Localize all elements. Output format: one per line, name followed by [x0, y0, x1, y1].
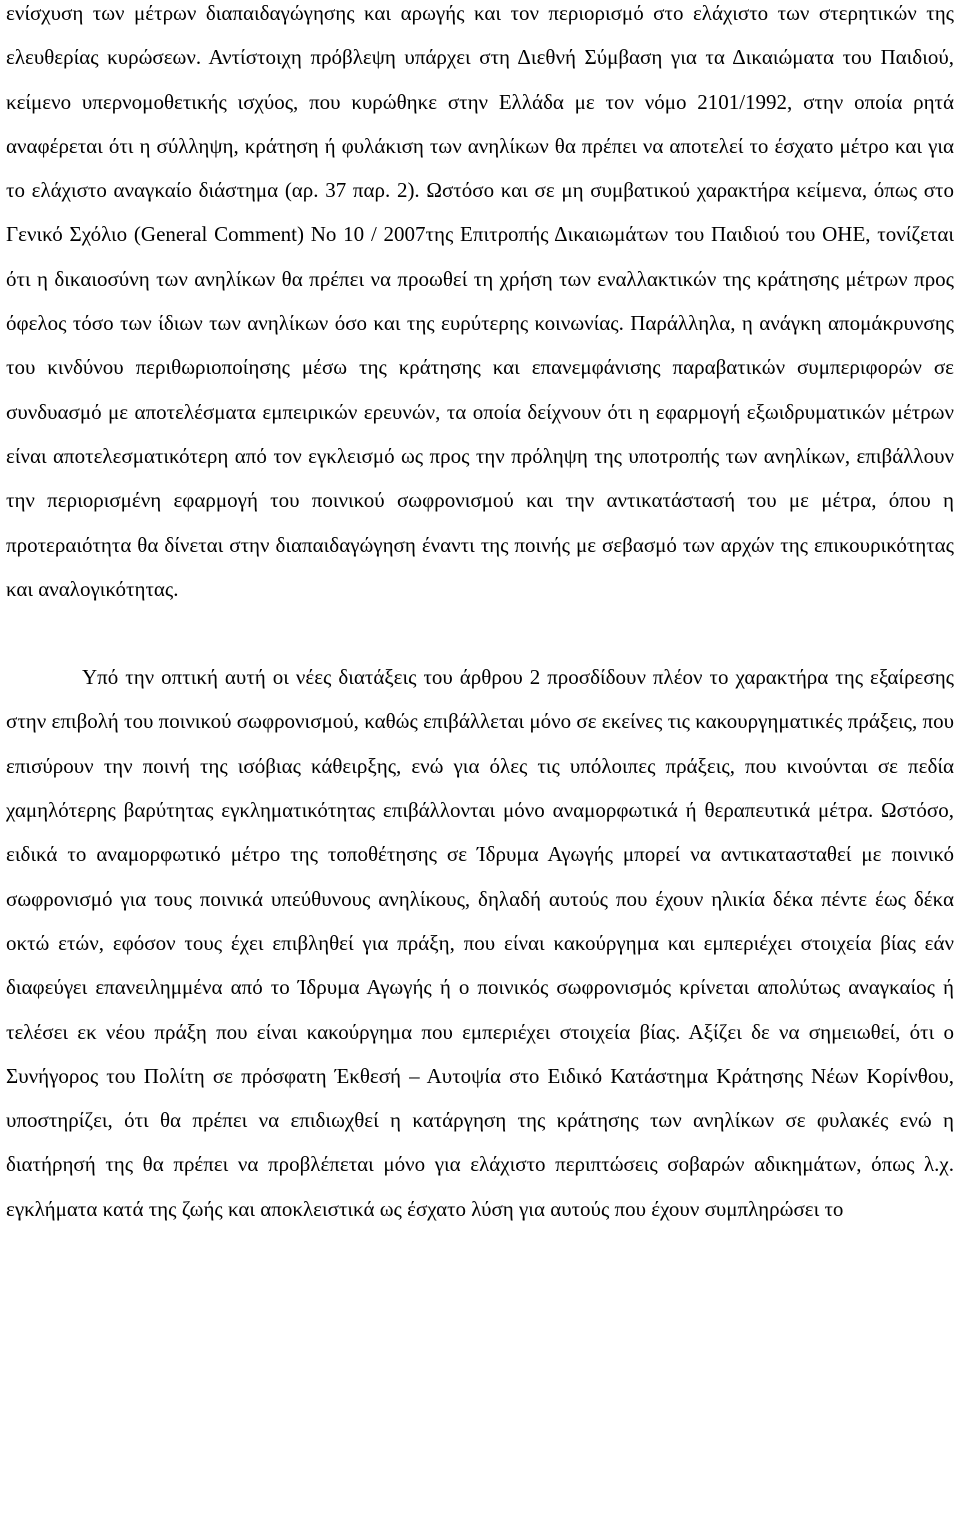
body-paragraph-2: Υπό την οπτική αυτή οι νέες διατάξεις του άρθρου 2 προσδίδουν πλέον το χαρακτήρα της εξαίρεσης στην επιβολή του ποινικού σωφρονισμού, καθώς επιβάλλεται μόνο σε εκείνες τις κακουργηματικές πράξεις, που επισύρουν την ποινή της ισόβιας κάθειρξης, ενώ για όλες τις υπόλοιπες πράξεις, που κινούνται σε πεδία χαμηλότερης βαρύτητας εγκληματικότητας επιβάλλονται μόνο αναμορφωτικά ή θεραπευτικά μέτρα. Ωστόσο, ειδικά το αναμορφωτικό μέτρο της τοποθέτησης σε Ίδρυμα Αγωγής μπορεί να αντικατασταθεί με ποινικό σωφρονισμό για τους ποινικά υπεύθυνους ανηλίκους, δηλαδή αυτούς που έχουν ηλικία δέκα πέντε έως δέκα οκτώ ετών, εφόσον τους έχει επιβληθεί για πράξη, που είναι κακούργημα και εμπεριέχει στοιχεία βίας εάν διαφεύγει επανειλημμένα από το Ίδρυμα Αγωγής ή ο ποινικός σωφρονισμός κρίνεται απολύτως αναγκαίος ή τελέσει εκ νέου πράξη που είναι κακούργημα που εμπεριέχει στοιχεία βίας. Αξίζει δε να σημειωθεί, ότι ο Συνήγορος του Πολίτη σε πρόσφατη Έκθεσή – Αυτοψία στο Ειδικό Κατάστημα Κράτησης Νέων Κορίνθου, υποστηρίζει, ότι θα πρέπει να επιδιωχθεί η κατάργηση της κράτησης των ανηλίκων σε φυλακές ενώ η διατήρησή της θα πρέπει να προβλέπεται μόνο για ελάχιστο περιπτώσεις σοβαρών αδικημάτων, όπως λ.χ. εγκλήματα κατά της ζωής και αποκλειστικά ως έσχατο λύση για αυτούς που έχουν συμπληρώσει το — [6, 665, 954, 1221]
body-paragraph-1: ενίσχυση των μέτρων διαπαιδαγώγησης και αρωγής και τον περιορισμό στο ελάχιστο των στερητικών της ελευθερίας κυρώσεων. Αντίστοιχη πρόβλεψη υπάρχει στη Διεθνή Σύμβαση για τα Δικαιώματα του Παιδιού, κείμενο υπερνομοθετικής ισχύος, που κυρώθηκε στην Ελλάδα με τον νόμο 2101/1992, στην οποία ρητά αναφέρεται ότι η σύλληψη, κράτηση ή φυλάκιση των ανηλίκων θα πρέπει να αποτελεί το έσχατο μέτρο και για το ελάχιστο αναγκαίο διάστημα (αρ. 37 παρ. 2). Ωστόσο και σε μη συμβατικού χαρακτήρα κείμενα, όπως στο Γενικό Σχόλιο (General Comment) Νο 10 / 2007της Επιτροπής Δικαιωμάτων του Παιδιού του ΟΗΕ, τονίζεται ότι η δικαιοσύνη των ανηλίκων θα πρέπει να προωθεί τη χρήση των εναλλακτικών της κράτησης μέτρων προς όφελος τόσο των ίδιων των ανηλίκων όσο και της ευρύτερης κοινωνίας. Παράλληλα, η ανάγκη απομάκρυνσης του κινδύνου περιθωριοποίησης μέσω της κράτησης και επανεμφάνισης παραβατικών συμπεριφορών σε συνδυασμό με αποτελέσματα εμπειρικών ερευνών, τα οποία δείχνουν ότι η εφαρμογή εξωιδρυματικών μέτρων είναι αποτελεσματικότερη από τον εγκλεισμό ως προς την πρόληψη της υποτροπής των ανηλίκων, επιβάλλουν την περιορισμένη εφαρμογή του ποινικού σωφρονισμού και την αντικατάστασή του με μέτρα, όπου η προτεραιότητα θα δίνεται στην διαπαιδαγώγηση έναντι της ποινής με σεβασμό των αρχών της επικουρικότητας και αναλογικότητας. — [6, 1, 954, 601]
document-page — [6, 0, 954, 1231]
